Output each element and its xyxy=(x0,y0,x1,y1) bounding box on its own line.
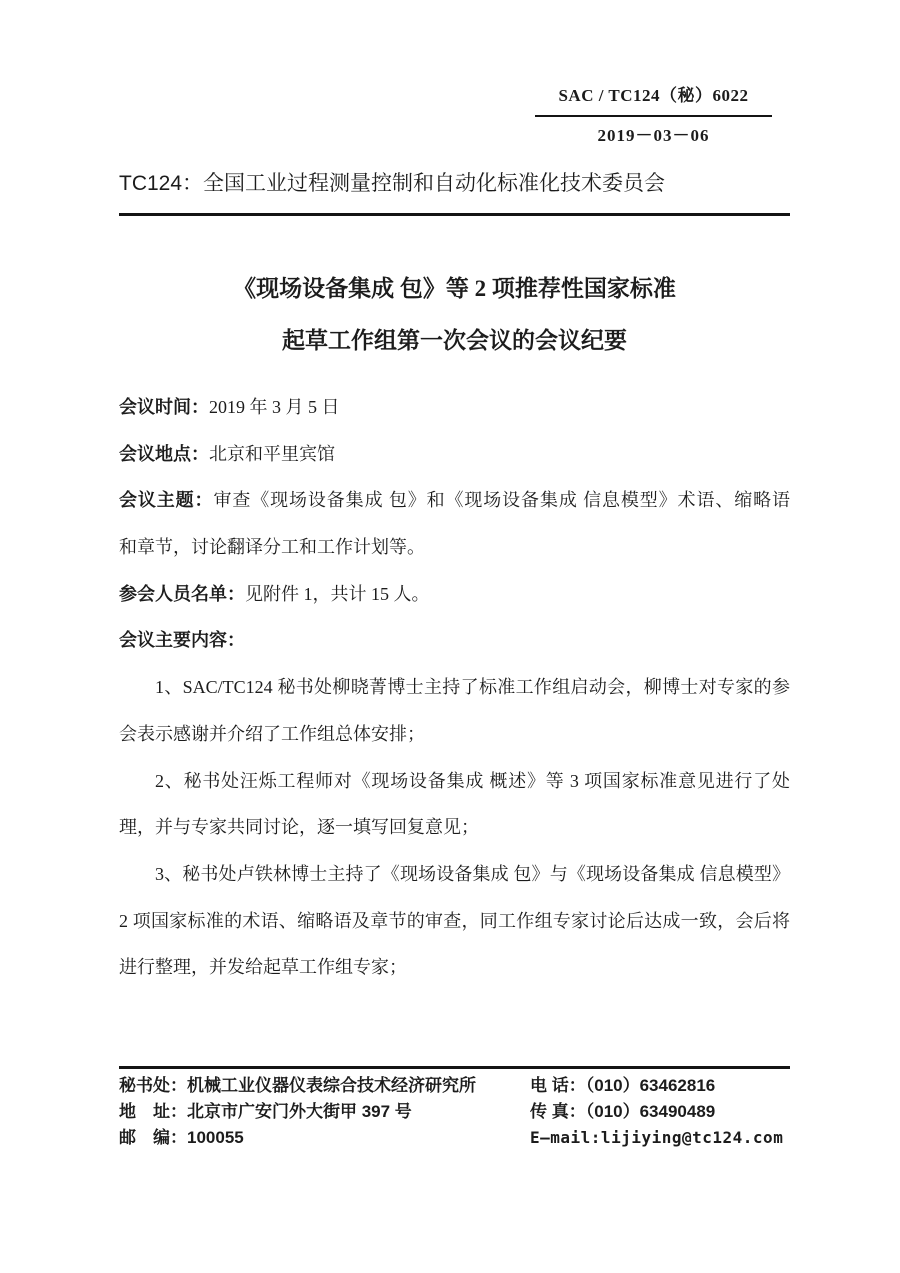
fax-label: 传 真： xyxy=(530,1102,586,1121)
meeting-time-label: 会议时间： xyxy=(119,397,209,417)
secretariat-label: 秘书处： xyxy=(119,1076,187,1095)
main-content-heading xyxy=(119,617,790,664)
paragraph-2-line-2: 理，并与专家共同讨论，逐一填写回复意见； xyxy=(119,817,479,838)
meeting-time-line xyxy=(119,384,790,431)
fax-line xyxy=(530,1099,790,1125)
paragraph-2-line-1: 2、秘书处汪烁工程师对《现场设备集成 概述》等 3 项国家标准意见进行了处 xyxy=(155,770,790,791)
fax-value: （010）63490489 xyxy=(585,1102,716,1121)
zip-line xyxy=(119,1125,530,1151)
main-content-label: 会议主要内容： xyxy=(119,630,245,651)
attendees-line xyxy=(119,571,790,618)
meeting-topic-line-2: 和章节，讨论翻译分工和工作计划等。 xyxy=(119,537,425,558)
meeting-topic-line-1 xyxy=(119,477,790,524)
meeting-place-label: 会议地点： xyxy=(119,443,209,464)
paragraph-3-line-3: 进行整理，并发给起草工作组专家； xyxy=(119,957,407,978)
meeting-time-value: 2019 年 3 月 5 日 xyxy=(209,397,340,417)
document-title xyxy=(119,276,790,353)
footer-left-column xyxy=(119,1073,530,1151)
document-body xyxy=(119,384,790,991)
secretariat-value: 机械工业仪器仪表综合技术经济研究所 xyxy=(187,1076,476,1095)
address-line xyxy=(119,1099,530,1125)
secretariat-line xyxy=(119,1073,530,1099)
paragraph-1-line-2: 会表示感谢并介绍了工作组总体安排； xyxy=(119,723,425,744)
address-label: 地 址： xyxy=(119,1102,187,1121)
attendees-value: 见附件 1，共计 15 人。 xyxy=(245,583,430,604)
phone-label: 电 话： xyxy=(530,1076,586,1095)
title-line-1: 《现场设备集成 包》等 2 项推荐性国家标准 xyxy=(233,276,676,301)
doc-number-underline xyxy=(535,115,772,117)
meeting-place-value: 北京和平里宾馆 xyxy=(209,443,335,464)
zip-value: 100055 xyxy=(187,1128,244,1147)
title-line-2: 起草工作组第一次会议的会议纪要 xyxy=(282,328,627,353)
footer-right-column xyxy=(530,1073,790,1151)
zip-label: 邮 编： xyxy=(119,1128,187,1147)
doc-number: SAC / TC124（秘）6022 xyxy=(558,86,749,105)
email-line: E—mail:lijiying@tc124.com xyxy=(530,1128,784,1147)
attendees-label: 参会人员名单： xyxy=(119,583,245,604)
address-value: 北京市广安门外大街甲 397 号 xyxy=(187,1102,412,1121)
committee-name: TC124：全国工业过程测量控制和自动化标准化技术委员会 xyxy=(119,172,666,195)
meeting-topic-value-1: 审查《现场设备集成 包》和《现场设备集成 信息模型》术语、缩略语 xyxy=(213,490,791,511)
meeting-topic-label: 会议主题： xyxy=(119,490,214,511)
phone-line xyxy=(530,1073,790,1099)
phone-value: （010）63462816 xyxy=(585,1076,716,1095)
paragraph-3-line-1: 3、秘书处卢铁林博士主持了《现场设备集成 包》与《现场设备集成 信息模型》 xyxy=(155,863,790,884)
doc-date: 2019－03－06 xyxy=(597,126,710,145)
footer-contact-block xyxy=(119,1066,790,1151)
meeting-place-line xyxy=(119,431,790,478)
header-divider-rule xyxy=(119,213,790,216)
paragraph-1-line-1: 1、SAC/TC124 秘书处柳晓菁博士主持了标准工作组启动会，柳博士对专家的参 xyxy=(155,677,790,698)
paragraph-3-line-2: 2 项国家标准的术语、缩略语及章节的审查，同工作组专家讨论后达成一致，会后将 xyxy=(119,910,790,931)
doc-number-block xyxy=(535,86,772,145)
